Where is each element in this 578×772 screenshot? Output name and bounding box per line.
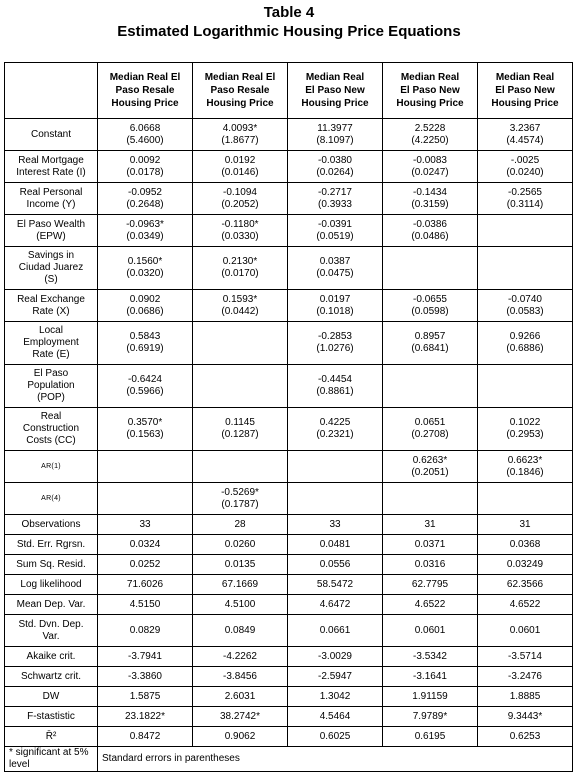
value-cell: -3.7941	[98, 647, 193, 667]
table-row	[5, 575, 573, 595]
row-label: AR(1)	[5, 451, 98, 483]
row-label: Real Mortgage Interest Rate (I)	[5, 151, 98, 183]
table-row	[5, 707, 573, 727]
value-cell	[383, 365, 478, 408]
table-row	[5, 483, 573, 515]
value-cell: -0.0380 (0.0264)	[288, 151, 383, 183]
table-subtitle: Estimated Logarithmic Housing Price Equations	[117, 23, 461, 40]
table-row	[5, 451, 573, 483]
value-cell: -3.2476	[478, 667, 573, 687]
value-cell: 0.5843 (0.6919)	[98, 322, 193, 365]
row-label: Real Personal Income (Y)	[5, 183, 98, 215]
value-cell: -0.0083 (0.0247)	[383, 151, 478, 183]
value-cell: 0.0661	[288, 615, 383, 647]
value-cell: 0.0651 (0.2708)	[383, 408, 478, 451]
value-cell: 1.8885	[478, 687, 573, 707]
row-label: Constant	[5, 119, 98, 151]
value-cell	[193, 322, 288, 365]
table-row	[5, 247, 573, 290]
row-label: Savings in Ciudad Juarez (S)	[5, 247, 98, 290]
value-cell: 0.2130* (0.0170)	[193, 247, 288, 290]
value-cell: 2.6031	[193, 687, 288, 707]
value-cell: 38.2742*	[193, 707, 288, 727]
value-cell: 0.0260	[193, 535, 288, 555]
value-cell: 31	[383, 515, 478, 535]
row-label: Sum Sq. Resid.	[5, 555, 98, 575]
value-cell: 0.0601	[478, 615, 573, 647]
value-cell: 1.3042	[288, 687, 383, 707]
value-cell: 0.8472	[98, 727, 193, 747]
value-cell: 0.6253	[478, 727, 573, 747]
value-cell: -3.1641	[383, 667, 478, 687]
value-cell: -0.1434 (0.3159)	[383, 183, 478, 215]
value-cell: 0.8957 (0.6841)	[383, 322, 478, 365]
value-cell: 0.0252	[98, 555, 193, 575]
table-row	[5, 595, 573, 615]
value-cell: 33	[288, 515, 383, 535]
value-cell: 0.1022 (0.2953)	[478, 408, 573, 451]
value-cell: -0.2565 (0.3114)	[478, 183, 573, 215]
table-row	[5, 727, 573, 747]
header-cell: Median Real El Paso New Housing Price	[383, 63, 478, 119]
value-cell: 0.0324	[98, 535, 193, 555]
value-cell: -2.5947	[288, 667, 383, 687]
value-cell: 0.0601	[383, 615, 478, 647]
header-cell: Median Real El Paso New Housing Price	[478, 63, 573, 119]
row-label: Real Construction Costs (CC)	[5, 408, 98, 451]
value-cell: 0.0387 (0.0475)	[288, 247, 383, 290]
value-cell	[288, 483, 383, 515]
row-label: El Paso Wealth (EPW)	[5, 215, 98, 247]
value-cell: 4.6522	[383, 595, 478, 615]
value-cell: -0.2717 (0.3933	[288, 183, 383, 215]
value-cell: 0.6195	[383, 727, 478, 747]
value-cell: 0.9062	[193, 727, 288, 747]
table-row	[5, 408, 573, 451]
value-cell: 4.6472	[288, 595, 383, 615]
value-cell: 11.3977 (8.1097)	[288, 119, 383, 151]
value-cell	[383, 247, 478, 290]
value-cell: 1.91159	[383, 687, 478, 707]
value-cell: 0.0316	[383, 555, 478, 575]
header-cell: Median Real El Paso Resale Housing Price	[98, 63, 193, 119]
value-cell: 4.6522	[478, 595, 573, 615]
row-label: F-stastistic	[5, 707, 98, 727]
value-cell: 33	[98, 515, 193, 535]
value-cell: 9.3443*	[478, 707, 573, 727]
table-row	[5, 183, 573, 215]
row-label: R̄²	[5, 727, 98, 747]
row-label: Local Employment Rate (E)	[5, 322, 98, 365]
value-cell: 6.0668 (5.4600)	[98, 119, 193, 151]
value-cell: 0.0556	[288, 555, 383, 575]
value-cell	[193, 365, 288, 408]
row-label: Log likelihood	[5, 575, 98, 595]
value-cell: -3.5342	[383, 647, 478, 667]
value-cell: -3.3860	[98, 667, 193, 687]
row-label: Mean Dep. Var.	[5, 595, 98, 615]
value-cell: -4.2262	[193, 647, 288, 667]
value-cell: -0.0386 (0.0486)	[383, 215, 478, 247]
value-cell: 7.9789*	[383, 707, 478, 727]
value-cell: 71.6026	[98, 575, 193, 595]
table-row	[5, 322, 573, 365]
value-cell: 0.3570* (0.1563)	[98, 408, 193, 451]
row-label: Akaike crit.	[5, 647, 98, 667]
header-cell: Median Real El Paso New Housing Price	[288, 63, 383, 119]
value-cell: -.0025 (0.0240)	[478, 151, 573, 183]
value-cell: -0.5269* (0.1787)	[193, 483, 288, 515]
value-cell: -0.0952 (0.2648)	[98, 183, 193, 215]
value-cell: 3.2367 (4.4574)	[478, 119, 573, 151]
table-row	[5, 515, 573, 535]
footnote-std-errors: Standard errors in parentheses	[98, 747, 573, 772]
value-cell	[478, 247, 573, 290]
value-cell: 1.5875	[98, 687, 193, 707]
value-cell: 0.0371	[383, 535, 478, 555]
regression-table	[4, 62, 573, 772]
header-cell	[5, 63, 98, 119]
table-row	[5, 290, 573, 322]
footnote-row	[5, 747, 573, 772]
table-row	[5, 615, 573, 647]
row-label: Observations	[5, 515, 98, 535]
value-cell	[98, 451, 193, 483]
value-cell: 0.0192 (0.0146)	[193, 151, 288, 183]
value-cell: 0.6263* (0.2051)	[383, 451, 478, 483]
value-cell	[98, 483, 193, 515]
value-cell: 4.0093* (1.8677)	[193, 119, 288, 151]
value-cell: 0.6025	[288, 727, 383, 747]
value-cell: 28	[193, 515, 288, 535]
value-cell: -0.0391 (0.0519)	[288, 215, 383, 247]
row-label: Real Exchange Rate (X)	[5, 290, 98, 322]
table-row	[5, 365, 573, 408]
value-cell: -0.0740 (0.0583)	[478, 290, 573, 322]
value-cell: 0.03249	[478, 555, 573, 575]
row-label: AR(4)	[5, 483, 98, 515]
table-row	[5, 535, 573, 555]
value-cell: 23.1822*	[98, 707, 193, 727]
header-row	[5, 63, 573, 119]
table-row	[5, 647, 573, 667]
value-cell: -3.8456	[193, 667, 288, 687]
value-cell: -0.4454 (0.8861)	[288, 365, 383, 408]
value-cell: 0.9266 (0.6886)	[478, 322, 573, 365]
value-cell: 0.0829	[98, 615, 193, 647]
value-cell: 4.5150	[98, 595, 193, 615]
value-cell	[478, 365, 573, 408]
table-row	[5, 667, 573, 687]
value-cell: 0.0135	[193, 555, 288, 575]
value-cell: 0.0481	[288, 535, 383, 555]
table-row	[5, 555, 573, 575]
table-row	[5, 215, 573, 247]
value-cell: 0.0368	[478, 535, 573, 555]
value-cell	[288, 451, 383, 483]
row-label: Schwartz crit.	[5, 667, 98, 687]
footnote-significance: * significant at 5% level	[5, 747, 98, 772]
table-row	[5, 119, 573, 151]
value-cell	[383, 483, 478, 515]
value-cell: 0.0902 (0.0686)	[98, 290, 193, 322]
value-cell: -0.1180* (0.0330)	[193, 215, 288, 247]
value-cell: 62.3566	[478, 575, 573, 595]
value-cell: 0.1593* (0.0442)	[193, 290, 288, 322]
table-row	[5, 687, 573, 707]
value-cell: 67.1669	[193, 575, 288, 595]
table-title: Table 4	[263, 4, 315, 21]
value-cell: -3.0029	[288, 647, 383, 667]
value-cell: 4.5464	[288, 707, 383, 727]
table-row	[5, 151, 573, 183]
value-cell	[193, 451, 288, 483]
value-cell: -0.1094 (0.2052)	[193, 183, 288, 215]
value-cell: -0.0963* (0.0349)	[98, 215, 193, 247]
value-cell: 58.5472	[288, 575, 383, 595]
value-cell: 0.1560* (0.0320)	[98, 247, 193, 290]
value-cell: -0.2853 (1.0276)	[288, 322, 383, 365]
value-cell: 0.6623* (0.1846)	[478, 451, 573, 483]
value-cell: -0.0655 (0.0598)	[383, 290, 478, 322]
row-label: DW	[5, 687, 98, 707]
value-cell: 62.7795	[383, 575, 478, 595]
value-cell	[478, 483, 573, 515]
row-label: El Paso Population (POP)	[5, 365, 98, 408]
value-cell: 0.0197 (0.1018)	[288, 290, 383, 322]
value-cell: -0.6424 (0.5966)	[98, 365, 193, 408]
value-cell: 31	[478, 515, 573, 535]
value-cell	[478, 215, 573, 247]
value-cell: 4.5100	[193, 595, 288, 615]
row-label: Std. Dvn. Dep. Var.	[5, 615, 98, 647]
value-cell: 2.5228 (4.2250)	[383, 119, 478, 151]
header-cell: Median Real El Paso Resale Housing Price	[193, 63, 288, 119]
value-cell: 0.1145 (0.1287)	[193, 408, 288, 451]
value-cell: 0.0092 (0.0178)	[98, 151, 193, 183]
value-cell: 0.4225 (0.2321)	[288, 408, 383, 451]
value-cell: 0.0849	[193, 615, 288, 647]
row-label: Std. Err. Rgrsn.	[5, 535, 98, 555]
value-cell: -3.5714	[478, 647, 573, 667]
